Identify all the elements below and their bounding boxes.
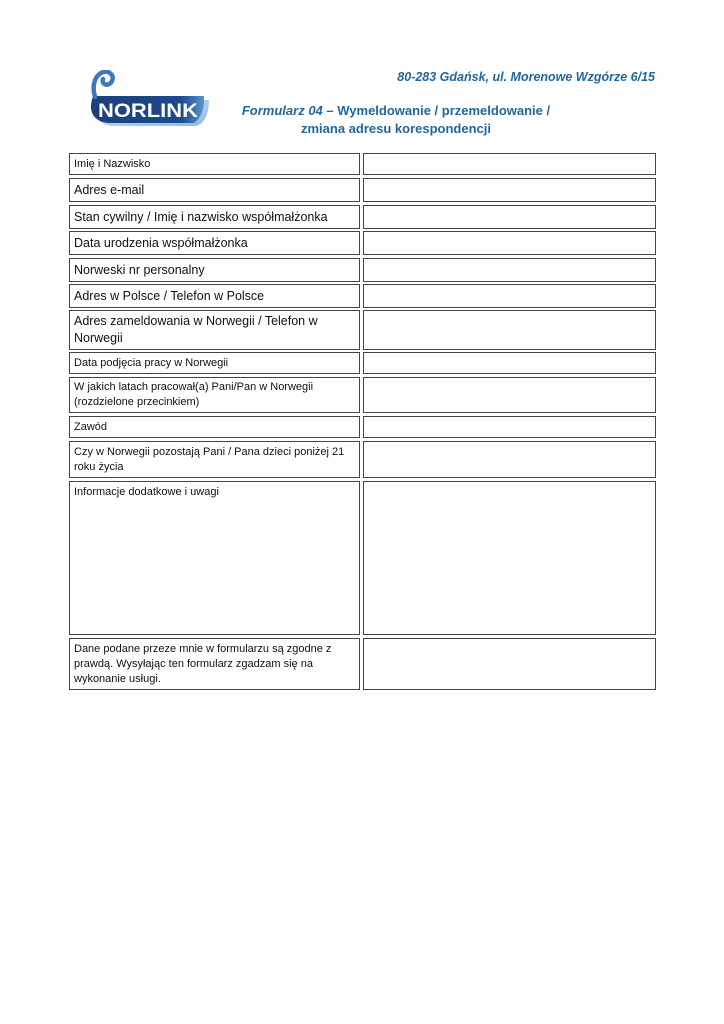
logo-graphic <box>84 70 210 128</box>
form-title-line2: zmiana adresu korespondencji <box>300 121 491 136</box>
norlink-logo <box>84 70 210 128</box>
form-row-zawod <box>69 416 656 438</box>
field-adres-w-polsce[interactable] <box>363 284 656 308</box>
field-zawod[interactable] <box>363 416 656 438</box>
form-title-line1 <box>236 102 556 120</box>
field-norweski-nr-personalny[interactable] <box>363 258 656 282</box>
label-lata-pracy-norwegia: W jakich latach pracował(a) Pani/Pan w Norwegii (rozdzielone przecinkiem) <box>74 381 314 408</box>
label-cell-adres-zameldowania-norwegia <box>69 310 360 350</box>
label-stan-cywilny: Stan cywilny / Imię i nazwisko współmałżonka <box>74 209 328 224</box>
label-cell-zawod <box>69 416 360 438</box>
logo-text: NORLINK <box>98 101 199 122</box>
form-row-data-podjecia-pracy <box>69 352 656 374</box>
form-number: Formularz 04 <box>241 103 323 118</box>
label-cell-oswiadczenie <box>69 638 360 690</box>
label-imie-nazwisko: Imię i Nazwisko <box>74 157 151 170</box>
field-adres-zameldowania-norwegia[interactable] <box>363 310 656 350</box>
field-data-podjecia-pracy[interactable] <box>363 352 656 374</box>
field-stan-cywilny[interactable] <box>363 205 656 229</box>
field-lata-pracy-norwegia[interactable] <box>363 377 656 413</box>
form-row-dzieci-w-norwegii <box>69 441 656 478</box>
form-row-lata-pracy-norwegia <box>69 377 656 413</box>
label-dzieci-w-norwegii: Czy w Norwegii pozostają Pani / Pana dzieci poniżej 21 roku życia <box>74 445 345 473</box>
field-imie-nazwisko[interactable] <box>363 153 656 175</box>
label-zawod: Zawód <box>74 420 108 433</box>
label-informacje-dodatkowe: Informacje dodatkowe i uwagi <box>74 486 219 498</box>
label-cell-imie-nazwisko <box>69 153 360 175</box>
label-cell-adres-w-polsce <box>69 284 360 308</box>
label-data-urodzenia-wspolmalzonka: Data urodzenia współmałżonka <box>74 235 248 250</box>
label-oswiadczenie: Dane podane przeze mnie w formularzu są zgodne z prawdą. Wysyłając ten formularz zgadzam się na wykonanie usługi. <box>74 642 332 685</box>
form-table <box>69 153 656 690</box>
label-data-podjecia-pracy: Data podjęcia pracy w Norwegii <box>74 356 229 369</box>
logo-prow-swirl <box>94 72 113 97</box>
label-adres-zameldowania-norwegia: Adres zameldowania w Norwegii / Telefon w Norwegii <box>74 314 318 345</box>
form-row-oswiadczenie <box>69 638 656 690</box>
form-row-norweski-nr-personalny <box>69 258 656 282</box>
label-cell-stan-cywilny <box>69 205 360 229</box>
field-adres-email[interactable] <box>363 178 656 202</box>
form-title <box>236 102 556 138</box>
label-adres-email: Adres e-mail <box>74 182 145 197</box>
field-informacje-dodatkowe[interactable] <box>363 481 656 635</box>
field-dzieci-w-norwegii[interactable] <box>363 441 656 478</box>
label-cell-data-podjecia-pracy <box>69 352 360 374</box>
form-row-data-urodzenia-wspolmalzonka <box>69 231 656 255</box>
form-row-adres-w-polsce <box>69 284 656 308</box>
label-cell-lata-pracy-norwegia <box>69 377 360 413</box>
label-adres-w-polsce: Adres w Polsce / Telefon w Polsce <box>74 288 265 303</box>
form-row-imie-nazwisko <box>69 153 656 175</box>
form-row-stan-cywilny <box>69 205 656 229</box>
form-title-text: – Wymeldowanie / przemeldowanie / <box>326 103 551 118</box>
label-cell-adres-email <box>69 178 360 202</box>
form-row-adres-zameldowania-norwegia <box>69 310 656 350</box>
label-norweski-nr-personalny: Norweski nr personalny <box>74 262 205 277</box>
form-row-adres-email <box>69 178 656 202</box>
label-cell-data-urodzenia-wspolmalzonka <box>69 231 360 255</box>
label-cell-norweski-nr-personalny <box>69 258 360 282</box>
label-cell-dzieci-w-norwegii <box>69 441 360 478</box>
company-address: 80-283 Gdańsk, ul. Morenowe Wzgórze 6/15 <box>397 70 655 84</box>
field-podpis-oswiadczenie[interactable] <box>363 638 656 690</box>
label-cell-informacje-dodatkowe <box>69 481 360 635</box>
form-row-informacje-dodatkowe <box>69 481 656 635</box>
field-data-urodzenia-wspolmalzonka[interactable] <box>363 231 656 255</box>
